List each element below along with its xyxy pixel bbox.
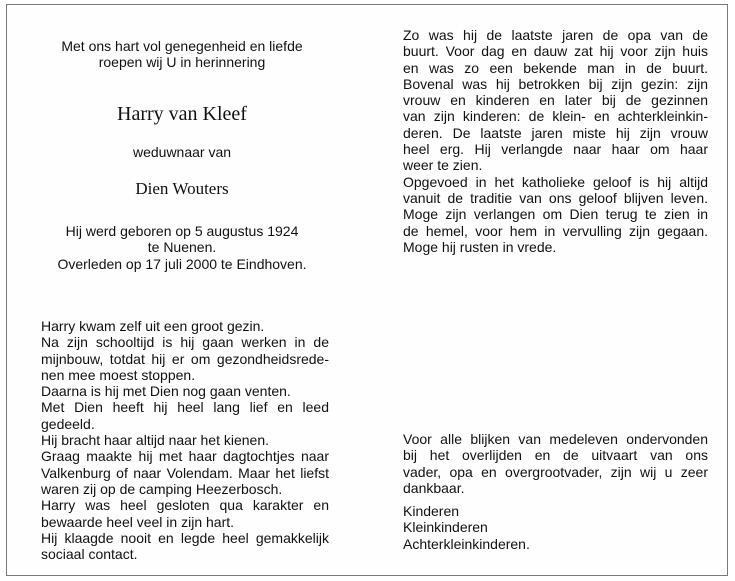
text-line: Moge zijn verlangen om Dien terug te zien in <box>403 206 708 223</box>
text-line: Na zijn schooltijd is hij gaan werken in de <box>41 334 329 351</box>
death-line: Overleden op 17 juli 2000 te Eindhoven. <box>57 255 307 272</box>
text-line: Met Dien heeft hij heel lang lief en leed <box>41 399 329 416</box>
text-line: Bovenal was hij betrokken bij zijn gezin: zijn <box>403 75 708 92</box>
biography-left <box>41 318 329 562</box>
text-line: en was zo een bekende man in de buurt. <box>403 59 708 76</box>
text-line: Hij klaagde nooit en legde heel gemakkelijk <box>41 529 329 546</box>
signatory: Achterkleinkinderen. <box>403 535 530 552</box>
text-line: vanuit de traditie van ons geloof blijven leven. <box>403 189 708 206</box>
signatories-block <box>403 503 708 552</box>
text-line: nen mee moest stoppen. <box>41 366 196 383</box>
text-line: Opgevoed in het katholieke geloof is hij altijd <box>403 173 708 190</box>
text-line: sociaal contact. <box>41 546 138 563</box>
signatory: Kleinkinderen <box>403 519 488 536</box>
text-line: Voor alle blijken van medeleven ondervonden <box>403 431 708 447</box>
text-line: gedeeld. <box>41 415 95 432</box>
text-line: Daarna is hij met Dien nog gaan venten. <box>41 383 291 400</box>
text-line: weer te zien. <box>403 157 483 174</box>
dates-block <box>7 223 357 272</box>
birth-line: Hij werd geboren op 5 augustus 1924 <box>65 223 299 239</box>
signatory: Kinderen <box>403 503 460 519</box>
text-line: van zijn kinderen: de klein- en achterkleinkin- <box>403 108 708 125</box>
text-line: vader, opa en overgrootvader, zijn wij u zeer <box>403 463 708 480</box>
relation-text: weduwnaar van <box>132 144 232 160</box>
text-line: vrouw en kinderen en later bij de gezinnen <box>403 92 708 109</box>
text-line: Harry was heel gesloten qua karakter en <box>41 497 329 514</box>
text-line: Moge hij rusten in vrede. <box>403 238 557 255</box>
spouse-name: Dien Wouters <box>135 179 229 198</box>
text-line: de hemel, voor hem in vervulling zijn gegaan. <box>403 222 708 239</box>
text-line: heel erg. Hij verlangde naar haar om haar <box>403 141 708 158</box>
deceased-name: Harry van Kleef <box>117 103 247 125</box>
text-line: Harry kwam zelf uit een groot gezin. <box>41 318 265 334</box>
text-line: deren. De laatste jaren miste hij zijn vrouw <box>403 124 708 141</box>
text-line: bij het overlijden en de uitvaart van ons <box>403 447 708 464</box>
intro-block <box>7 38 357 71</box>
text-line: waren zij op de camping Heezerbosch. <box>41 480 283 497</box>
intro-line: roepen wij U in herinnering <box>98 54 266 71</box>
text-line: dankbaar. <box>403 479 465 496</box>
text-line: bewaarde heel veel in zijn hart. <box>41 513 235 530</box>
text-line: mijnbouw, totdat hij er om gezondheidsrede- <box>41 350 329 367</box>
intro-line: Met ons hart vol genegenheid en liefde <box>61 38 303 54</box>
birth-place-line: te Nuenen. <box>147 239 217 256</box>
text-line: buurt. Voor dag en dauw zat hij voor zijn huis <box>403 43 708 60</box>
memorial-card <box>6 4 728 576</box>
biography-right <box>403 27 708 255</box>
text-line: Hij bracht haar altijd naar het kienen. <box>41 432 270 449</box>
text-line: Graag maakte hij met haar dagtochtjes naar <box>41 448 329 465</box>
thanks-block <box>403 431 708 496</box>
text-line: Valkenburg of naar Volendam. Maar het liefst <box>41 464 329 481</box>
text-line: Zo was hij de laatste jaren de opa van de <box>403 27 708 43</box>
